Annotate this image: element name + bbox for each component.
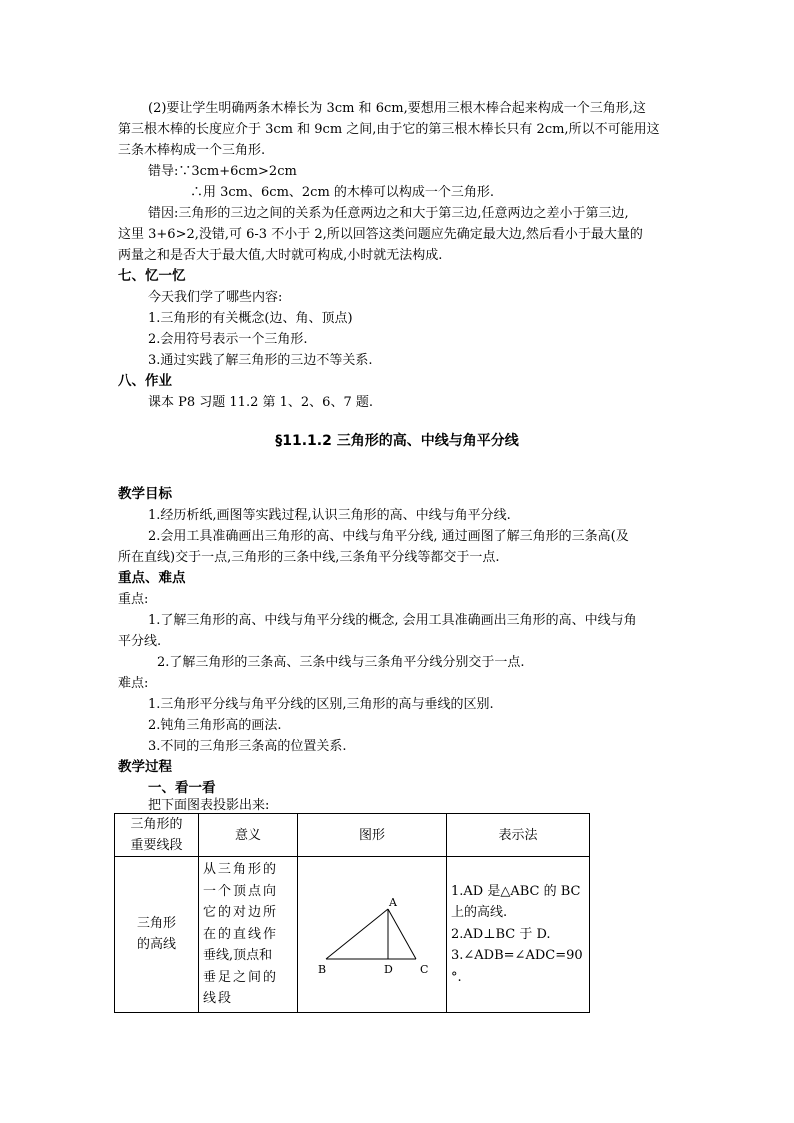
segments-table xyxy=(114,813,590,1013)
cell-text: 它的对边所 xyxy=(203,905,279,920)
text-line: (2)要让学生明确两条木棒长为 3cm 和 6cm,要想用三根木棒合起来构成一个三角形,这 xyxy=(148,101,646,116)
text-line: 把下面图表投影出来: xyxy=(148,798,270,813)
table-cell xyxy=(115,857,199,1013)
text-line: 3.不同的三角形三条高的位置关系. xyxy=(148,739,347,754)
text-line: 课本 P8 习题 11.2 第 1、2、6、7 题. xyxy=(148,395,373,410)
cell-text: 从三角形的 xyxy=(203,862,279,877)
text-line: 1.了解三角形的高、中线与角平分线的概念, 会用工具准确画出三角形的高、中线与角 xyxy=(148,613,637,628)
text-line: 两量之和是否大于最大值,大时就可构成,小时就无法构成. xyxy=(118,248,443,263)
section-heading: 教学目标 xyxy=(118,486,172,502)
cell-text: 的高线 xyxy=(136,937,176,953)
cell-text: 垂线,顶点和 xyxy=(203,948,273,963)
text-line: 1.三角形平分线与角平分线的区别,三角形的高与垂线的区别. xyxy=(148,697,494,712)
header-text: 三角形的 xyxy=(130,817,183,832)
table-header-cell: 意义 xyxy=(199,814,298,857)
cell-text: 1.AD 是△ABC 的 BC xyxy=(451,883,581,899)
page-title: §11.1.2 三角形的高、中线与角平分线 xyxy=(275,433,519,449)
text-line: 2.了解三角形的三条高、三条中线与三条角平分线分别交于一点. xyxy=(157,655,525,670)
text-line: 所在直线)交于一点,三角形的三条中线,三条角平分线等都交于一点. xyxy=(118,550,500,565)
side-ab xyxy=(326,909,388,959)
text-line: 三条木棒构成一个三角形. xyxy=(118,143,266,158)
text-line: 这里 3+6>2,没错,可 6-3 不小于 2,所以回答这类问题应先确定最大边,然后看小于最大量的 xyxy=(118,227,643,242)
table-row xyxy=(115,857,590,1013)
table-cell xyxy=(199,857,298,1013)
side-ac xyxy=(388,909,416,959)
table-header-cell: 表示法 xyxy=(447,814,590,857)
cell-text: 一个顶点向 xyxy=(203,883,279,899)
label-b: B xyxy=(318,963,327,977)
text-line: 今天我们学了哪些内容: xyxy=(148,290,283,305)
text-line: 第三根木棒的长度应介于 3cm 和 9cm 之间,由于它的第三根木棒长只有 2cm,所以不可能用这 xyxy=(118,122,660,137)
text-line: 2.钝角三角形高的画法. xyxy=(148,718,282,733)
text-line: 2.会用工具准确画出三角形的高、中线与角平分线, 通过画图了解三角形的三条高(及 xyxy=(148,529,629,544)
cell-text: 3.∠ADB=∠ADC=90 xyxy=(451,948,583,963)
cell-text: 垂足之间的 xyxy=(203,969,279,985)
cell-text: 在的直线作 xyxy=(203,926,279,942)
triangle-figure xyxy=(298,861,446,1003)
cell-text: 线段 xyxy=(203,991,234,1006)
section-heading: 八、作业 xyxy=(118,373,172,389)
table-header-row xyxy=(115,814,590,857)
section-heading: 教学过程 xyxy=(118,759,172,775)
text-line: 重点: xyxy=(118,592,149,607)
text-line: 难点: xyxy=(118,676,149,691)
cell-text: 三角形 xyxy=(136,916,176,932)
table-header-cell xyxy=(115,814,199,857)
label-d: D xyxy=(384,963,393,977)
text-line: 1.经历析纸,画图等实践过程,认识三角形的高、中线与角平分线. xyxy=(148,508,511,523)
table-cell-figure xyxy=(298,857,447,1013)
section-heading: 重点、难点 xyxy=(118,570,186,586)
table-header-cell: 图形 xyxy=(298,814,447,857)
label-a: A xyxy=(389,896,397,910)
text-line: 2.会用符号表示一个三角形. xyxy=(148,332,308,347)
text-line: ∴用 3cm、6cm、2cm 的木棒可以构成一个三角形. xyxy=(190,185,495,200)
section-heading: 七、忆一忆 xyxy=(118,268,186,284)
text-line: 平分线. xyxy=(118,634,162,649)
cell-text: 上的高线. xyxy=(451,905,508,920)
header-text: 重要线段 xyxy=(130,838,183,853)
table-cell xyxy=(447,857,590,1013)
text-line: 错因:三角形的三边之间的关系为任意两边之和大于第三边,任意两边之差小于第三边, xyxy=(148,206,629,221)
cell-text: 2.AD⊥BC 于 D. xyxy=(451,926,551,942)
label-c: C xyxy=(420,963,429,977)
text-line: 3.通过实践了解三角形的三边不等关系. xyxy=(148,353,373,368)
cell-text: °. xyxy=(451,969,462,985)
subsection-heading: 一、看一看 xyxy=(148,780,216,796)
text-line: 1.三角形的有关概念(边、角、顶点) xyxy=(148,311,353,326)
text-line: 错导:∵3cm+6cm>2cm xyxy=(148,164,297,179)
